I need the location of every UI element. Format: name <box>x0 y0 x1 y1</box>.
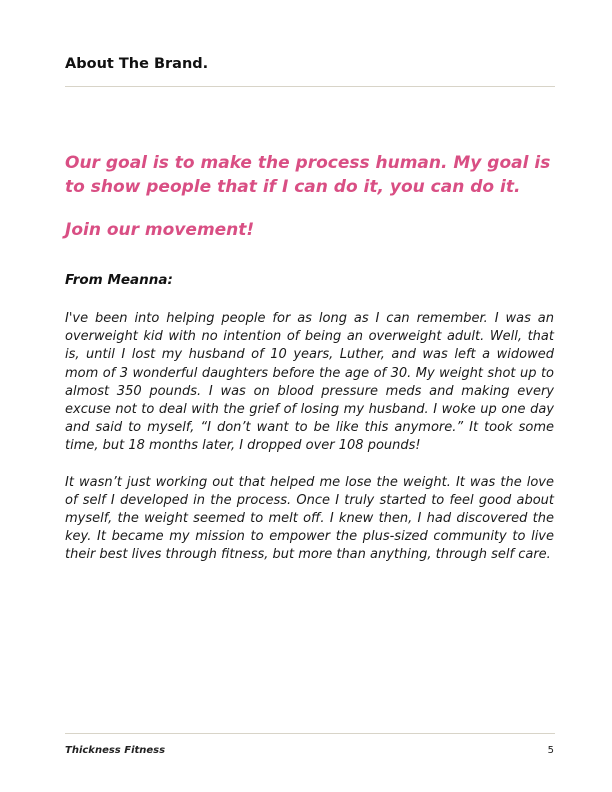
header-divider <box>65 86 555 87</box>
page-number: 5 <box>547 745 554 756</box>
page-title: About The Brand. <box>65 56 209 72</box>
story-paragraph-2: It wasn’t just working out that helped me lose the weight. It was the love of self I developed in the process. Once I truly started to feel good about myself, the weight seemed to melt off. I knew then, I had discovered the key. It became my mission to empower the plus-sized community to live their best lives through fitness, but more than anything, through self care. <box>65 474 554 563</box>
footer-divider <box>65 733 555 734</box>
story-body <box>65 310 554 565</box>
footer-brand: Thickness Fitness <box>65 745 166 756</box>
join-movement-cta: Join our movement! <box>65 220 255 240</box>
section-heading: From Meanna: <box>65 272 173 288</box>
story-paragraph-1: I've been into helping people for as long as I can remember. I was an overweight kid with no intention of being an overweight adult. Well, that is, until I lost my husband of 10 years, Luther, and was left a widowed mom of 3 wonderful daughters before the age of 30. My weight shot up to almost 350 pounds. I was on blood pressure meds and making every excuse not to deal with the grief of losing my husband. I woke up one day and said to myself, “I don’t want to be like this anymore.” It took some time, but 18 months later, I dropped over 108 pounds! <box>65 311 554 454</box>
brand-tagline <box>65 151 560 242</box>
goal-statement: Our goal is to make the process human. My goal is to show people that if I can do it, you can do it. <box>65 153 551 197</box>
